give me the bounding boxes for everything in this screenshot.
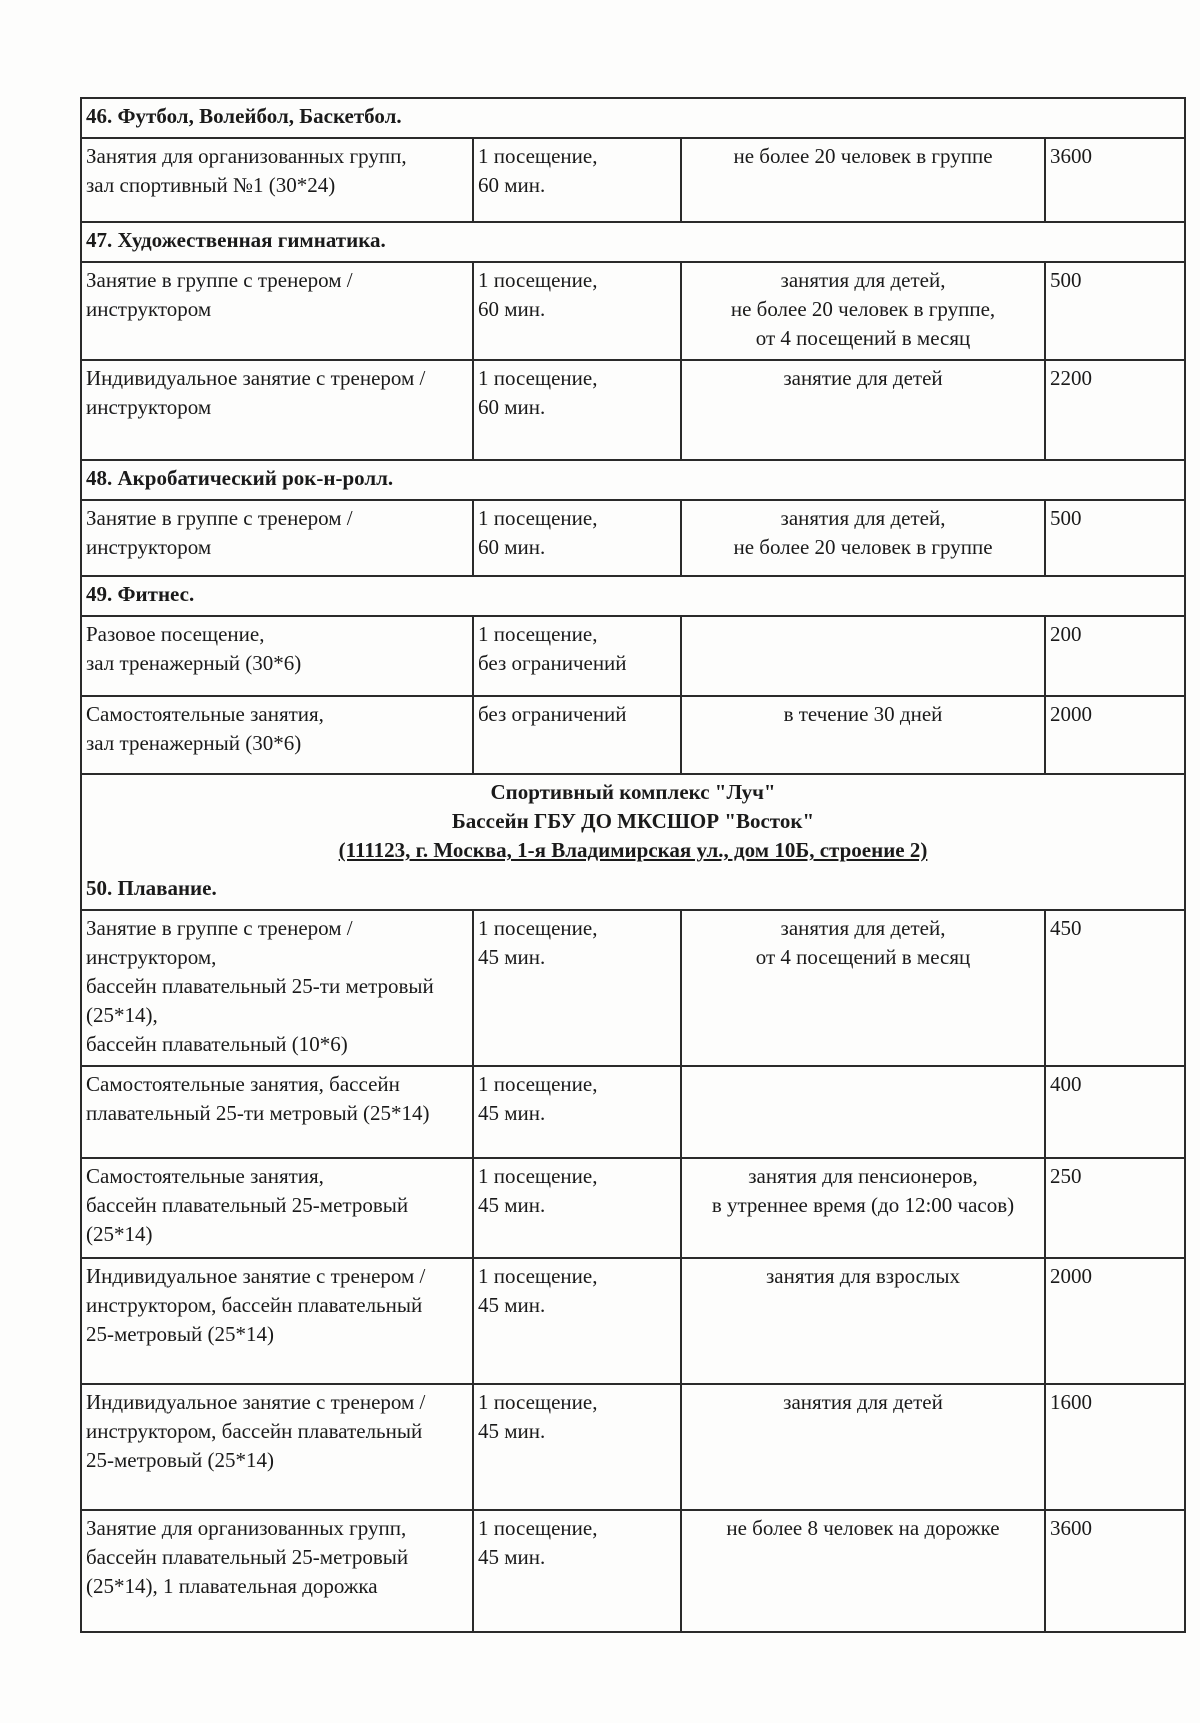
- table-row: [81, 1384, 1185, 1510]
- table-row: [81, 500, 1185, 576]
- price-cell: 450: [1045, 910, 1185, 1066]
- unit-cell: 1 посещение, 45 мин.: [473, 1258, 681, 1384]
- table-row: [81, 696, 1185, 774]
- conditions-cell: занятия для взрослых: [681, 1258, 1045, 1384]
- section-title: 46. Футбол, Волейбол, Баскетбол.: [81, 98, 1185, 138]
- table-row: [81, 1158, 1185, 1258]
- section-title: 49. Фитнес.: [81, 576, 1185, 616]
- section-header-row: [81, 576, 1185, 616]
- unit-cell: 1 посещение, 45 мин.: [473, 1158, 681, 1258]
- unit-cell: 1 посещение, 60 мин.: [473, 262, 681, 360]
- table-row: [81, 1258, 1185, 1384]
- table-row: [81, 262, 1185, 360]
- venue-header: [81, 774, 1185, 871]
- unit-cell: 1 посещение, 60 мин.: [473, 138, 681, 222]
- section-header-row: [81, 460, 1185, 500]
- price-cell: 2200: [1045, 360, 1185, 460]
- unit-cell: 1 посещение, 60 мин.: [473, 360, 681, 460]
- section-title: 47. Художественная гимнатика.: [81, 222, 1185, 262]
- section-title: 50. Плавание.: [81, 871, 1185, 910]
- table-row: [81, 360, 1185, 460]
- conditions-cell: занятия для детей, от 4 посещений в месяц: [681, 910, 1045, 1066]
- service-name-cell: Занятие в группе с тренером / инструктором, бассейн плавательный 25-ти метровый (25*14), бассейн плавательный (10*6): [81, 910, 473, 1066]
- unit-cell: 1 посещение, 45 мин.: [473, 1510, 681, 1632]
- table-row: [81, 910, 1185, 1066]
- unit-cell: без ограничений: [473, 696, 681, 774]
- conditions-cell: занятия для пенсионеров, в утреннее время (до 12:00 часов): [681, 1158, 1045, 1258]
- price-cell: 200: [1045, 616, 1185, 696]
- price-table: [80, 97, 1186, 1633]
- unit-cell: 1 посещение, 45 мин.: [473, 910, 681, 1066]
- service-name-cell: Занятие в группе с тренером / инструктором: [81, 262, 473, 360]
- section-header-row: [81, 871, 1185, 910]
- price-cell: 500: [1045, 262, 1185, 360]
- unit-cell: 1 посещение, 60 мин.: [473, 500, 681, 576]
- unit-cell: 1 посещение, 45 мин.: [473, 1384, 681, 1510]
- conditions-cell: [681, 1066, 1045, 1158]
- venue-pool: Бассейн ГБУ ДО МКСШОР "Восток": [451, 809, 815, 833]
- section-header-row: [81, 98, 1185, 138]
- price-cell: 3600: [1045, 138, 1185, 222]
- price-cell: 2000: [1045, 1258, 1185, 1384]
- unit-cell: 1 посещение, без ограничений: [473, 616, 681, 696]
- table-row: [81, 138, 1185, 222]
- price-cell: 250: [1045, 1158, 1185, 1258]
- price-cell: 1600: [1045, 1384, 1185, 1510]
- table-row: [81, 616, 1185, 696]
- conditions-cell: занятия для детей, не более 20 человек в группе: [681, 500, 1045, 576]
- service-name-cell: Занятия для организованных групп, зал спортивный №1 (30*24): [81, 138, 473, 222]
- price-cell: 400: [1045, 1066, 1185, 1158]
- service-name-cell: Индивидуальное занятие с тренером / инструктором, бассейн плавательный 25-метровый (25*14): [81, 1384, 473, 1510]
- section-header-row: [81, 222, 1185, 262]
- service-name-cell: Самостоятельные занятия, бассейн плавательный 25-метровый (25*14): [81, 1158, 473, 1258]
- conditions-cell: не более 20 человек в группе: [681, 138, 1045, 222]
- conditions-cell: занятия для детей: [681, 1384, 1045, 1510]
- price-cell: 500: [1045, 500, 1185, 576]
- service-name-cell: Занятие для организованных групп, бассейн плавательный 25-метровый (25*14), 1 плавательная дорожка: [81, 1510, 473, 1632]
- conditions-cell: [681, 616, 1045, 696]
- venue-header-row: [81, 774, 1185, 871]
- service-name-cell: Разовое посещение, зал тренажерный (30*6): [81, 616, 473, 696]
- conditions-cell: не более 8 человек на дорожке: [681, 1510, 1045, 1632]
- service-name-cell: Индивидуальное занятие с тренером / инструктором, бассейн плавательный 25-метровый (25*14): [81, 1258, 473, 1384]
- price-cell: 2000: [1045, 696, 1185, 774]
- section-title: 48. Акробатический рок-н-ролл.: [81, 460, 1185, 500]
- unit-cell: 1 посещение, 45 мин.: [473, 1066, 681, 1158]
- conditions-cell: занятие для детей: [681, 360, 1045, 460]
- venue-name: Спортивный комплекс "Луч": [490, 780, 776, 804]
- conditions-cell: занятия для детей, не более 20 человек в группе, от 4 посещений в месяц: [681, 262, 1045, 360]
- service-name-cell: Индивидуальное занятие с тренером / инструктором: [81, 360, 473, 460]
- table-row: [81, 1066, 1185, 1158]
- service-name-cell: Занятие в группе с тренером / инструктором: [81, 500, 473, 576]
- venue-address: (111123, г. Москва, 1-я Владимирская ул., дом 10Б, строение 2): [338, 838, 928, 862]
- service-name-cell: Самостоятельные занятия, зал тренажерный (30*6): [81, 696, 473, 774]
- conditions-cell: в течение 30 дней: [681, 696, 1045, 774]
- service-name-cell: Самостоятельные занятия, бассейн плавательный 25-ти метровый (25*14): [81, 1066, 473, 1158]
- table-row: [81, 1510, 1185, 1632]
- price-cell: 3600: [1045, 1510, 1185, 1632]
